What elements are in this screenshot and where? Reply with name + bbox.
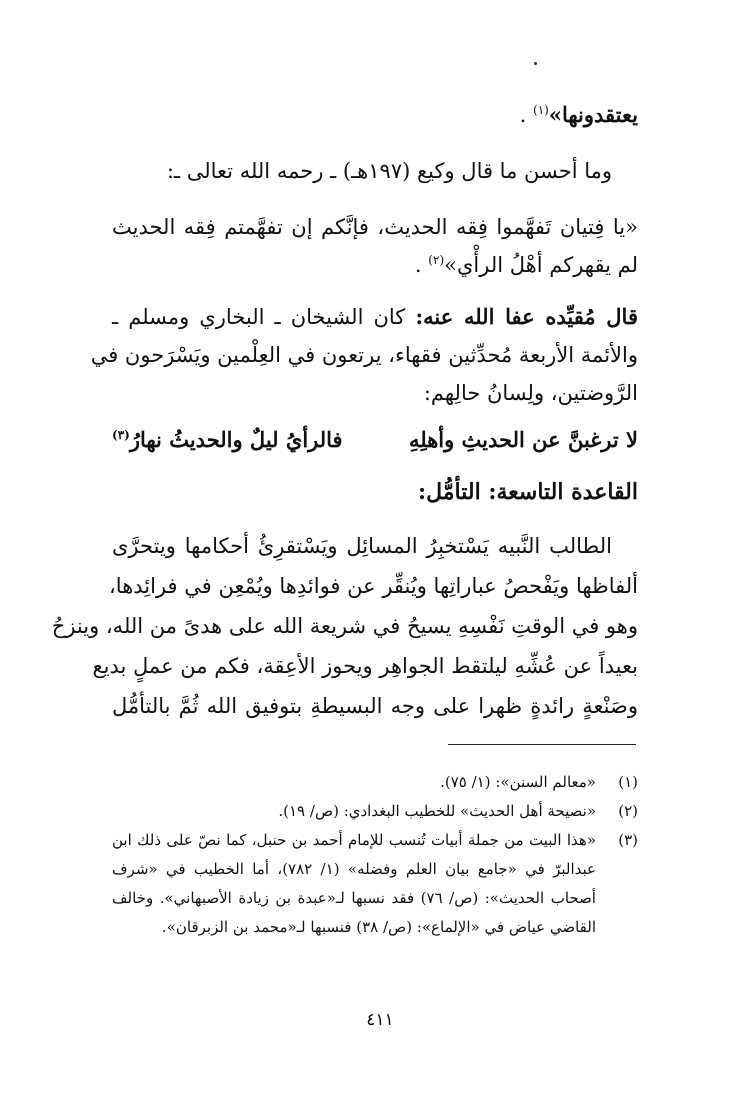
continuation-end: . xyxy=(519,103,527,127)
page-number: ٤١١ xyxy=(366,1010,394,1030)
wakee-paragraph xyxy=(112,152,638,190)
page-speck xyxy=(534,62,537,65)
footnote-ref-2: (٢) xyxy=(428,253,445,267)
para-line-2: ألفاظها ويَفْحصُ عباراتِها ويُنقِّر عن فوائدِها ويُمْعِن في فرائِدها، xyxy=(109,574,638,598)
verse-hemistich-right: لا ترغبنَّ عن الحديثِ وأهلِهِ xyxy=(408,427,638,452)
footnote-text: «معالم السنن»: (١/ ٧٥). xyxy=(440,773,596,791)
para-line-5: وصَنْعةٍ رائدةٍ ظهرا على وجه البسيطةِ بتوفيق الله ثُمَّ بالتأمُّل xyxy=(112,694,638,718)
author-paragraph xyxy=(90,298,638,412)
verse-hemistich-left xyxy=(112,420,343,460)
quote-block xyxy=(112,208,638,284)
author-line-2: والأئمة الأربعة مُحدِّثين فقهاء، يرتعون في العِلْمين ويَسْرَحون في xyxy=(90,343,638,367)
footnote-number: (٣) xyxy=(618,831,638,849)
para-line-4: بعيداً عن عُشِّهِ ليلتقط الجواهِر ويحوز الأعِقة، فكم من عملٍ بديع xyxy=(92,654,638,678)
poetry-verse xyxy=(112,420,638,460)
footnote-3 xyxy=(112,826,638,942)
quote-line-1: «يا فِتيان تَفهَّموا فِقه الحديث، فإنَّكم إن تفهَّمتم فِقه الحديث xyxy=(112,215,638,239)
continuation-line xyxy=(112,96,638,134)
wakee-line: وما أحسن ما قال وكيع (١٩٧هـ) ـ رحمه الله تعالى ـ: xyxy=(166,159,612,183)
quote-line-2-text: لم يقهركم أهْلُ الرأْي» xyxy=(444,253,638,277)
author-line-3: الرَّوضتين، ولِسانُ حالِهم: xyxy=(423,381,638,405)
continuation-text: يعتقدونها» xyxy=(548,102,638,127)
footnote-number: (١) xyxy=(618,773,638,791)
footnote-number: (٢) xyxy=(618,802,638,820)
footnotes xyxy=(112,768,638,942)
footnote-text: «نصيحة أهل الحديث» للخطيب البغدادي: (ص/ ١٩). xyxy=(278,802,596,820)
para-line-3: وهو في الوقتِ نَفْسِهِ يسيحُ في شريعة الله على هدىً من الله، وينزحُ xyxy=(51,614,638,638)
footnote-text: «هذا البيت من جملة أبيات تُنسب للإمام أحمد بن حنبل، كما نصّ على ذلك ابن عبدالبرّ في «جامع بيان العلم وفضله» (١/ ٧٨٢)، أما الخطيب في «شرف أصحاب الحديث»: (ص/ ٧٦) فقد نسبها لـ«عبدة بن زيادة الأصبهاني». وخالف القاضي عياض في «الإلماع»: (ص/ ٣٨) فنسبها لـ«محمد بن الزبرقان». xyxy=(112,831,596,936)
footnote-1 xyxy=(112,768,638,797)
quote-end: . xyxy=(414,253,422,277)
contemplation-paragraph xyxy=(51,526,638,726)
author-label: قال مُقيِّده عفا الله عنه: xyxy=(415,304,638,329)
verse-left-text: فالرأيُ ليلٌ والحديثُ نهارُ xyxy=(129,427,343,452)
quote-line-2 xyxy=(112,246,638,284)
footnote-2 xyxy=(112,797,638,826)
author-line-1 xyxy=(112,298,638,336)
para-line-1: الطالب النَّبيه يَسْتخبِرُ المسائِل ويَسْتقرِئُ أحكامها ويتحرَّى xyxy=(112,534,612,558)
footnote-ref-3: (٣) xyxy=(112,428,130,442)
footnote-ref-1: (١) xyxy=(533,103,549,117)
author-line-1-text: كان الشيخان ـ البخاري ومسلم ـ xyxy=(112,305,406,329)
section-heading: القاعدة التاسعة: التأمُّل: xyxy=(417,479,638,505)
footnote-separator xyxy=(448,744,636,745)
